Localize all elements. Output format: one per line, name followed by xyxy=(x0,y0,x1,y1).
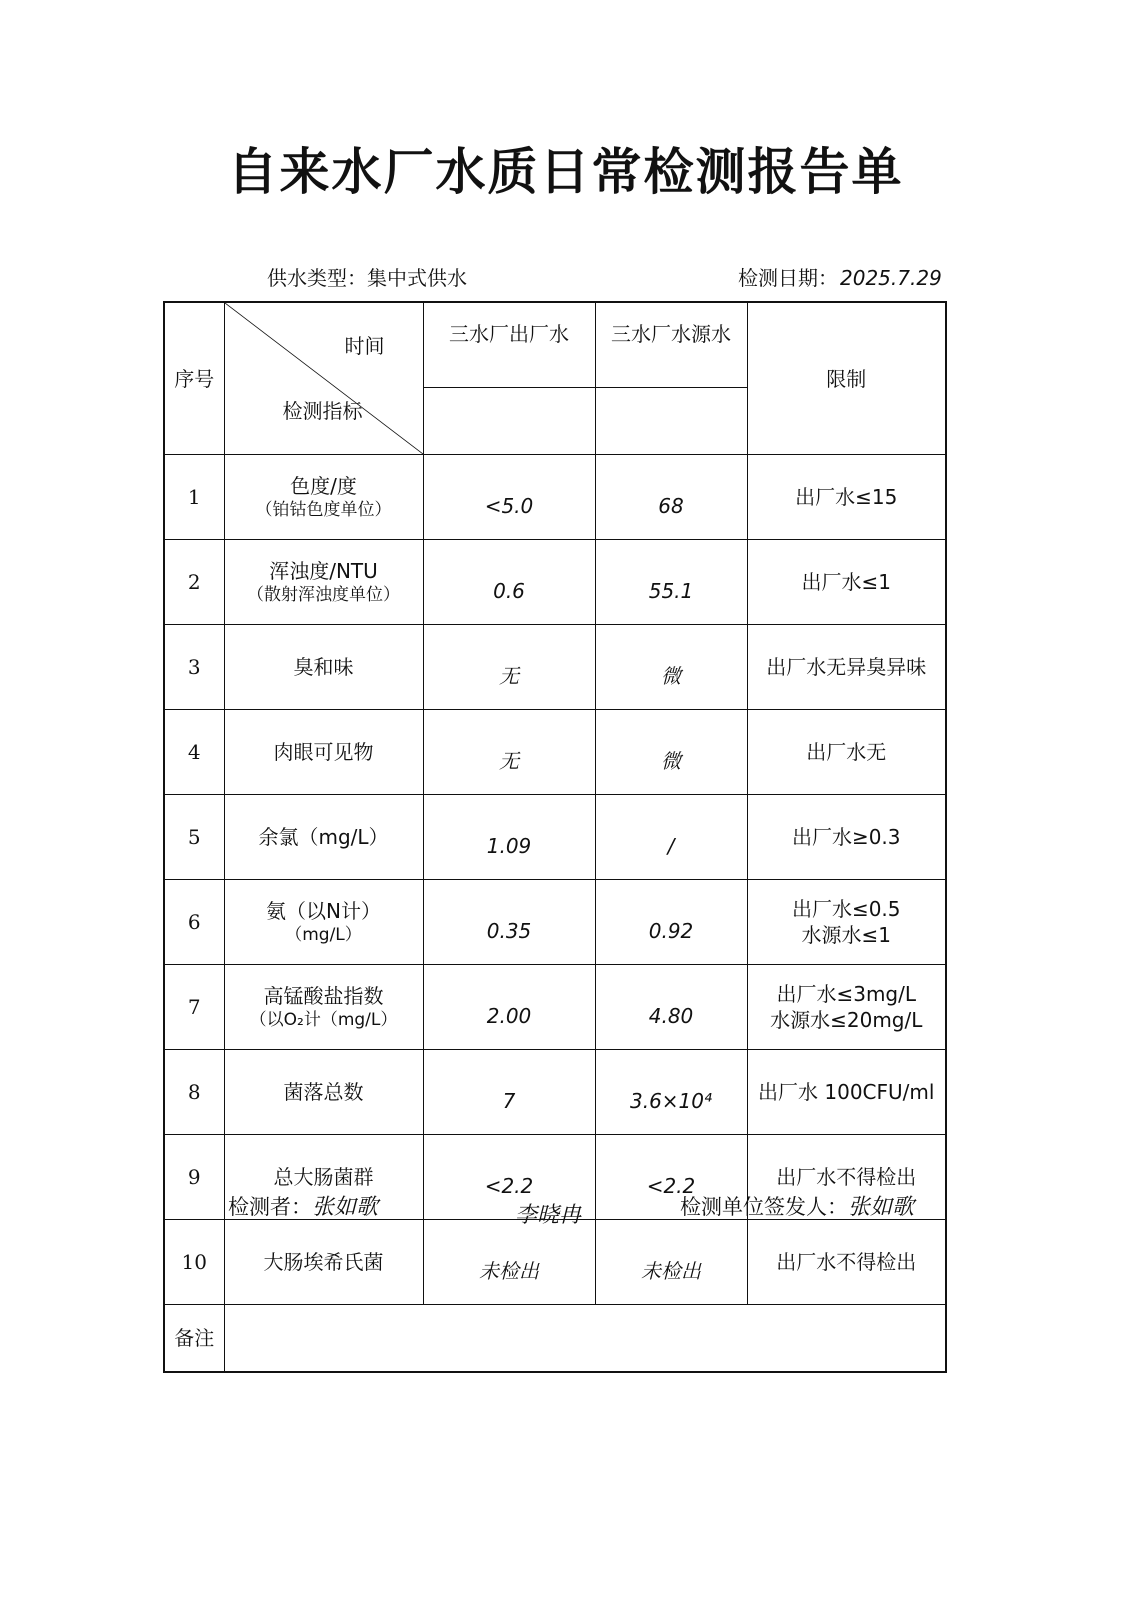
row-limit-line: 出厂水≤15 xyxy=(795,485,898,509)
row-limit-line: 出厂水≤1 xyxy=(801,570,891,594)
row-value-source: 68 xyxy=(595,455,747,540)
row-value-source: 未检出 xyxy=(595,1220,747,1305)
row-item-name: 大肠埃希氏菌 xyxy=(263,1250,384,1274)
note-row xyxy=(164,1305,946,1373)
supply-type-label: 供水类型： xyxy=(267,266,367,290)
row-item-unit: （mg/L） xyxy=(285,924,362,945)
row-seq: 8 xyxy=(164,1050,224,1135)
report-title: 自来水厂水质日常检测报告单 xyxy=(227,143,904,201)
row-limit-line: 出厂水无异臭异味 xyxy=(766,655,927,679)
row-seq: 5 xyxy=(164,795,224,880)
row-limit xyxy=(747,540,946,625)
table-row xyxy=(164,1050,946,1135)
row-item xyxy=(224,455,423,540)
row-item-name: 氨（以N计） xyxy=(266,898,381,923)
row-value-source: / xyxy=(595,795,747,880)
seq-header: 序号 xyxy=(164,302,224,455)
note-value xyxy=(224,1305,946,1373)
row-seq: 6 xyxy=(164,880,224,965)
row-limit-line: 出厂水≤0.5 xyxy=(791,897,901,921)
row-limit xyxy=(747,965,946,1050)
time-header: 时间 xyxy=(344,334,385,358)
row-item-name: 余氯（mg/L） xyxy=(258,825,389,849)
limit-header: 限制 xyxy=(747,302,946,455)
col-a-subheader xyxy=(423,388,595,455)
row-seq: 10 xyxy=(164,1220,224,1305)
table-row xyxy=(164,540,946,625)
row-item-unit: （以O₂计（mg/L） xyxy=(249,1009,398,1030)
row-value-outlet: 0.6 xyxy=(423,540,595,625)
note-label: 备注 xyxy=(164,1305,224,1373)
row-item-name: 菌落总数 xyxy=(283,1080,364,1104)
issuer-label: 检测单位签发人： xyxy=(680,1195,848,1219)
row-limit xyxy=(747,1220,946,1305)
table-row xyxy=(164,880,946,965)
row-seq: 1 xyxy=(164,455,224,540)
row-item-name: 浑浊度/NTU xyxy=(269,558,378,583)
tester-label: 检测者： xyxy=(228,1195,312,1219)
col-b-subheader xyxy=(595,388,747,455)
row-value-outlet: 1.09 xyxy=(423,795,595,880)
row-limit-line: 水源水≤1 xyxy=(801,923,891,947)
row-value-outlet: 7 xyxy=(423,1050,595,1135)
row-limit-line: 出厂水≤3mg/L xyxy=(776,982,917,1006)
table-row xyxy=(164,710,946,795)
row-value-outlet: 0.35 xyxy=(423,880,595,965)
issuer-signature: 张如歌 xyxy=(848,1195,915,1220)
second-signature-text: 李晓冉 xyxy=(515,1203,582,1228)
row-limit xyxy=(747,710,946,795)
row-value-outlet: 2.00 xyxy=(423,965,595,1050)
row-seq: 4 xyxy=(164,710,224,795)
row-item xyxy=(224,795,423,880)
row-limit-line: 出厂水不得检出 xyxy=(776,1250,917,1274)
row-value-source: 55.1 xyxy=(595,540,747,625)
col-b-header: 三水厂水源水 xyxy=(595,302,747,388)
row-item-name: 臭和味 xyxy=(293,655,354,679)
table-row xyxy=(164,455,946,540)
row-item-unit: （散射浑浊度单位） xyxy=(247,584,400,605)
row-limit xyxy=(747,455,946,540)
test-date-value: 2025.7.29 xyxy=(840,266,942,290)
row-limit-line: 出厂水不得检出 xyxy=(776,1165,917,1189)
row-limit xyxy=(747,880,946,965)
table-row xyxy=(164,965,946,1050)
row-seq: 9 xyxy=(164,1135,224,1220)
row-value-source: 微 xyxy=(595,710,747,795)
row-limit-line: 水源水≤20mg/L xyxy=(770,1008,923,1032)
row-seq: 3 xyxy=(164,625,224,710)
tester-signature: 张如歌 xyxy=(312,1195,379,1220)
second-signature xyxy=(515,1198,581,1229)
row-value-source: <2.2 xyxy=(595,1135,747,1220)
row-limit-line: 出厂水无 xyxy=(806,740,887,764)
test-date-label: 检测日期： xyxy=(738,266,838,290)
row-item xyxy=(224,625,423,710)
row-value-outlet: 无 xyxy=(423,625,595,710)
row-item-name: 色度/度 xyxy=(290,473,357,498)
table-row xyxy=(164,625,946,710)
row-item xyxy=(224,880,423,965)
row-value-source: 0.92 xyxy=(595,880,747,965)
supply-type xyxy=(267,262,467,291)
table-row xyxy=(164,795,946,880)
row-value-outlet: 无 xyxy=(423,710,595,795)
supply-type-value: 集中式供水 xyxy=(367,266,467,290)
row-limit-line: 出厂水≥0.3 xyxy=(791,825,901,849)
diagonal-line xyxy=(225,303,423,454)
diagonal-header xyxy=(224,302,423,455)
row-limit xyxy=(747,625,946,710)
row-item xyxy=(224,1050,423,1135)
row-item xyxy=(224,1220,423,1305)
test-date xyxy=(738,262,942,291)
row-item-name: 肉眼可见物 xyxy=(273,740,374,764)
indicator-header: 检测指标 xyxy=(282,399,363,423)
row-item xyxy=(224,965,423,1050)
issuer xyxy=(680,1190,914,1221)
row-value-source: 微 xyxy=(595,625,747,710)
row-seq: 7 xyxy=(164,965,224,1050)
row-limit xyxy=(747,1050,946,1135)
row-item-name: 总大肠菌群 xyxy=(273,1165,374,1189)
row-value-source: 3.6×10⁴ xyxy=(595,1050,747,1135)
tester xyxy=(228,1190,378,1221)
row-seq: 2 xyxy=(164,540,224,625)
row-item-unit: （铂钴色度单位） xyxy=(255,499,392,520)
row-value-source: 4.80 xyxy=(595,965,747,1050)
row-item xyxy=(224,710,423,795)
row-limit xyxy=(747,795,946,880)
row-value-outlet: <5.0 xyxy=(423,455,595,540)
row-limit-line: 出厂水 100CFU/ml xyxy=(758,1080,935,1104)
row-item-name: 高锰酸盐指数 xyxy=(263,983,384,1008)
col-a-header: 三水厂出厂水 xyxy=(423,302,595,388)
table-row xyxy=(164,1220,946,1305)
row-item xyxy=(224,540,423,625)
row-value-outlet: 未检出 xyxy=(423,1220,595,1305)
row-value-outlet: <2.2 xyxy=(423,1135,595,1220)
